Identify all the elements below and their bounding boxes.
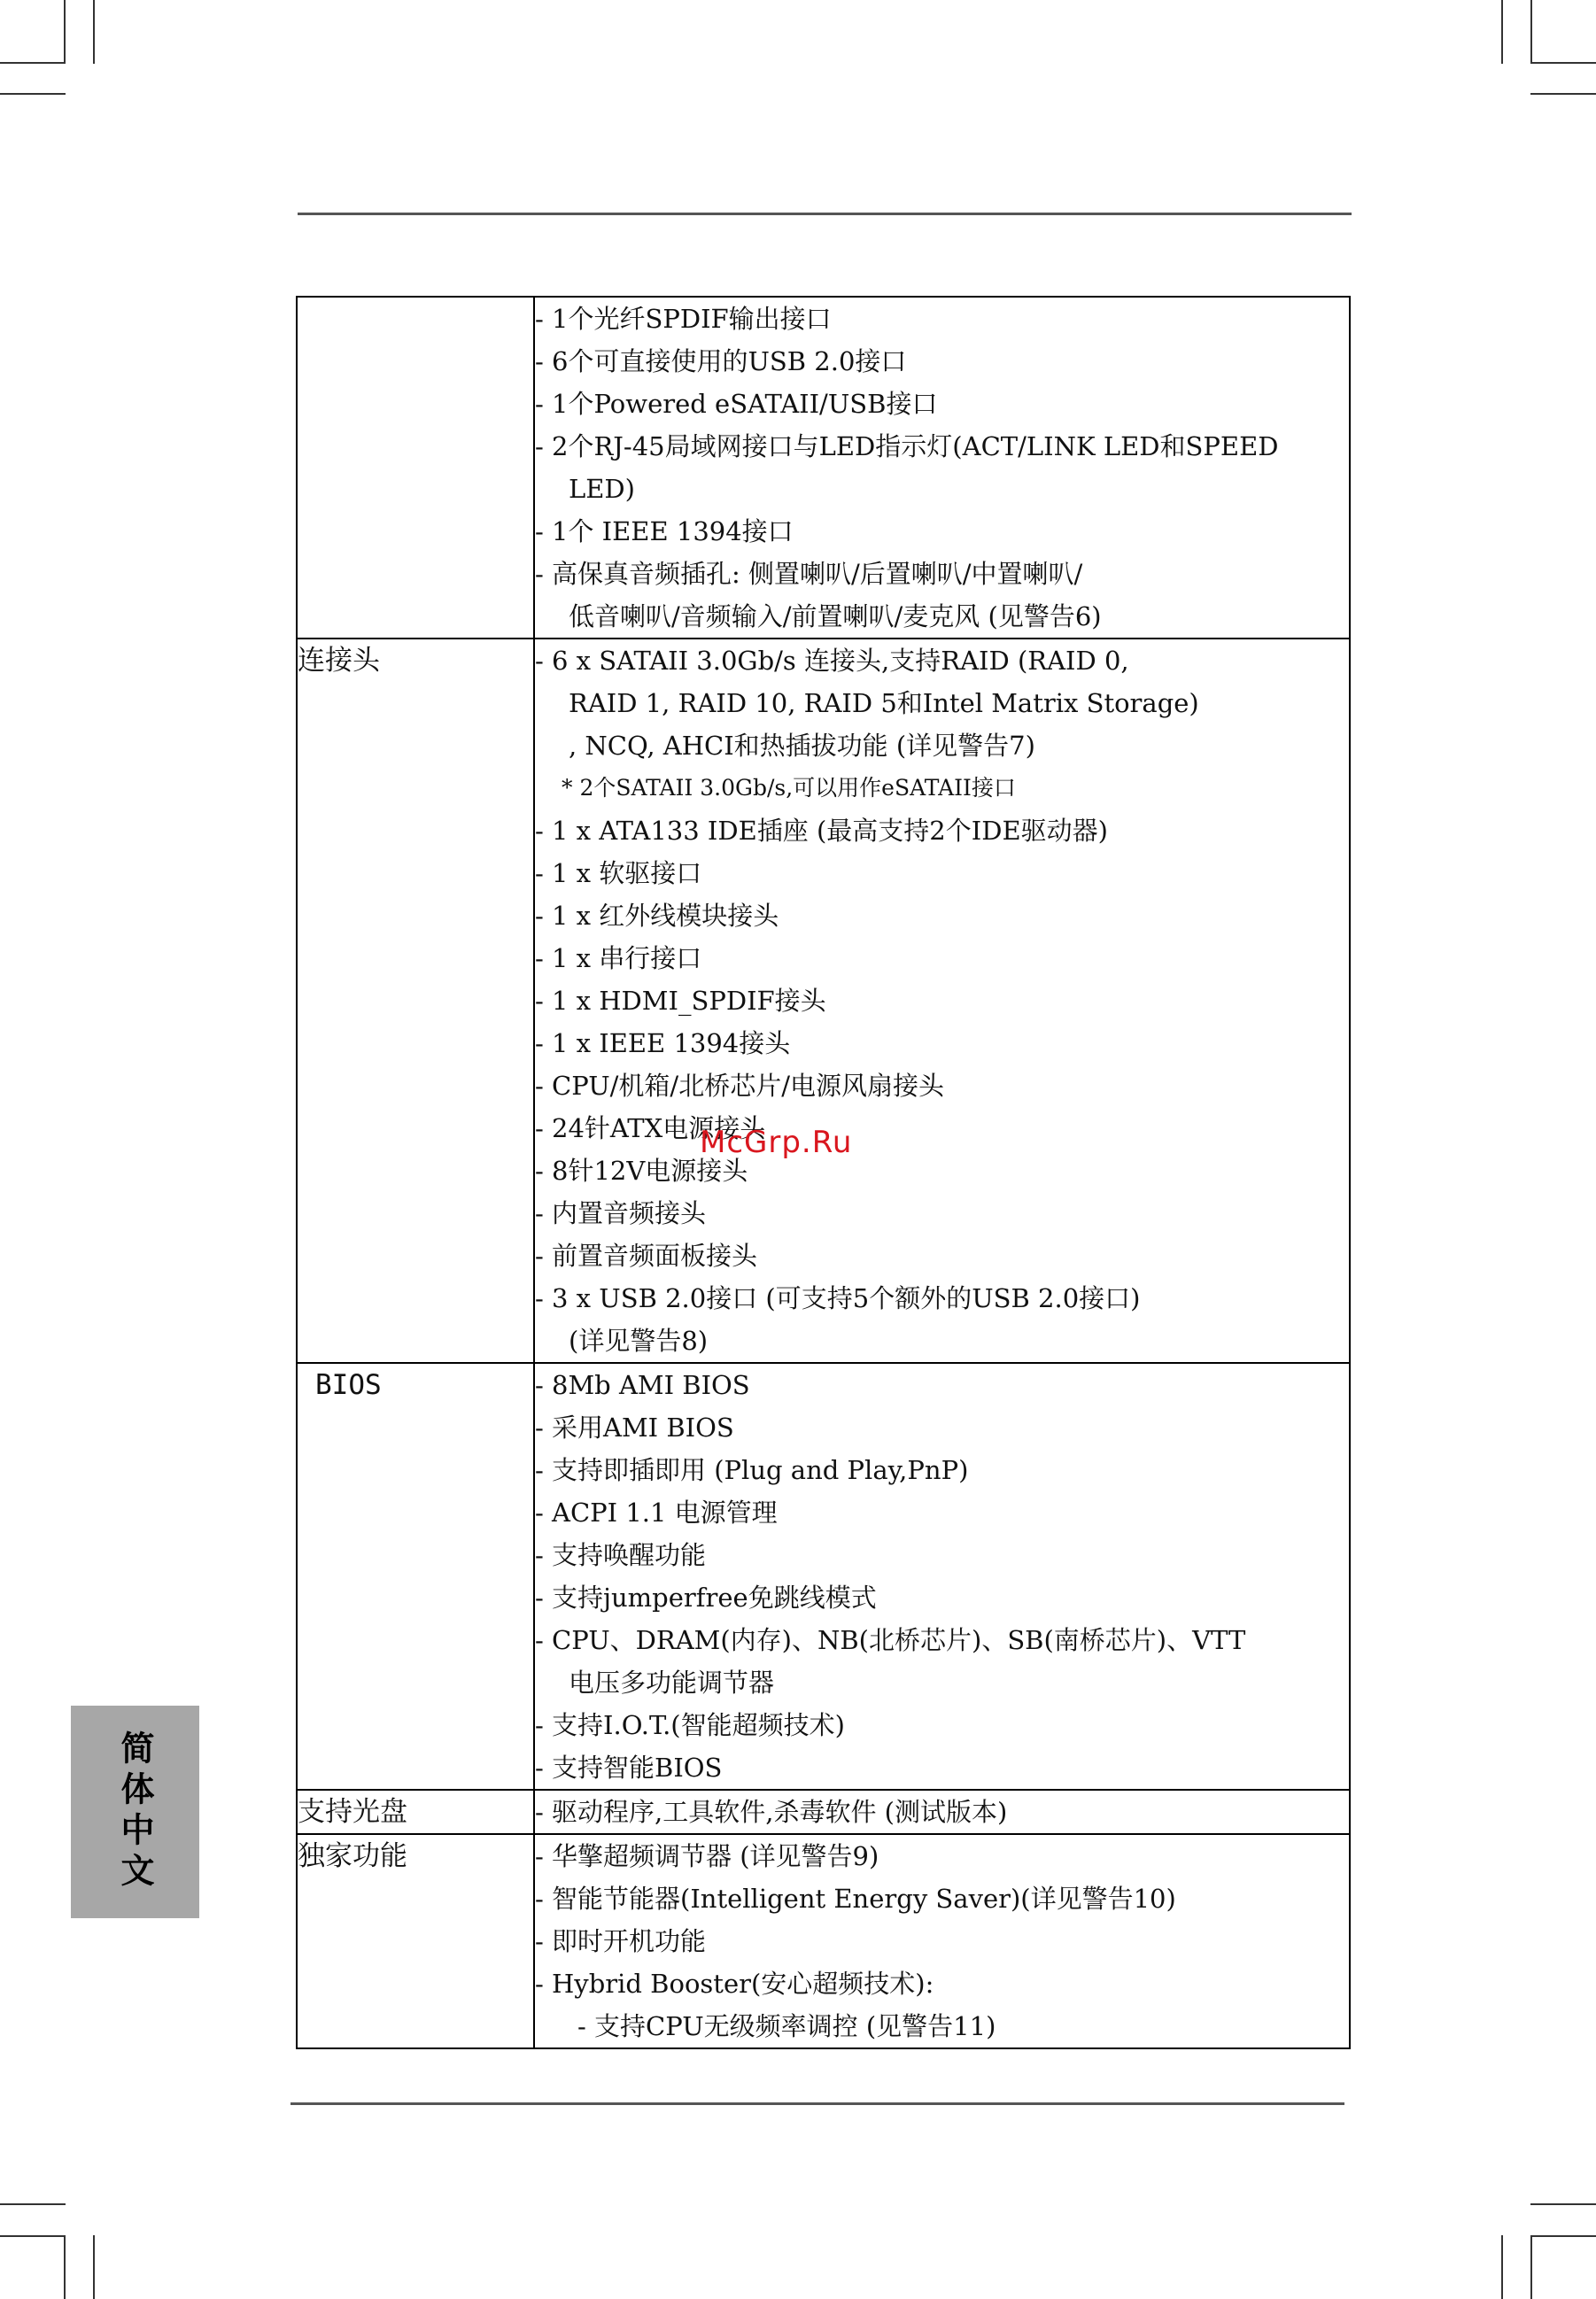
crop-mark [1530, 2203, 1596, 2205]
spec-label: BIOS [297, 1363, 534, 1790]
spec-line: - 1 x 红外线模块接头 [535, 901, 779, 931]
language-tab [71, 1706, 199, 1918]
spec-row [297, 1363, 1350, 1790]
spec-line: - 智能节能器(Intelligent Energy Saver)(详见警告10) [535, 1884, 1176, 1914]
spec-line: - 6个可直接使用的USB 2.0接口 [535, 346, 907, 376]
header-rule [298, 213, 1352, 215]
crop-mark [1501, 2235, 1503, 2299]
crop-mark [0, 62, 66, 64]
spec-line: - 高保真音频插孔: 侧置喇叭/后置喇叭/中置喇叭/ [535, 559, 1083, 589]
crop-mark [64, 2235, 66, 2299]
crop-mark [0, 2203, 66, 2205]
crop-mark [93, 2235, 95, 2299]
spec-line: - 2个RJ-45局域网接口与LED指示灯(ACT/LINK LED和SPEED [535, 431, 1279, 461]
spec-line: - 支持CPU无级频率调控 (见警告11) [577, 2011, 996, 2041]
crop-mark [1530, 93, 1596, 95]
language-tab-label: 简体中文 [115, 1730, 154, 1893]
spec-line: 电压多功能调节器 [569, 1668, 775, 1698]
spec-line: - 24针ATX电源接头 [535, 1113, 766, 1143]
spec-label [297, 297, 534, 639]
watermark: McGrp.Ru [700, 1125, 853, 1160]
spec-content [534, 1834, 1350, 2048]
spec-line: - 1 x HDMI_SPDIF接头 [535, 986, 826, 1016]
crop-mark [1501, 0, 1503, 64]
spec-line: - 支持I.O.T.(智能超频技术) [535, 1710, 845, 1740]
spec-line: - 即时开机功能 [535, 1926, 707, 1956]
spec-line: - 采用AMI BIOS [535, 1413, 734, 1443]
spec-line: - 支持智能BIOS [535, 1753, 723, 1783]
crop-mark [0, 2235, 66, 2237]
spec-content [534, 639, 1350, 1363]
spec-line: - 8Mb AMI BIOS [535, 1370, 750, 1400]
footer-rule [291, 2102, 1344, 2105]
spec-line: - 1个 IEEE 1394接口 [535, 516, 794, 546]
spec-row [297, 297, 1350, 639]
spec-content [534, 1790, 1350, 1834]
spec-line: - 支持唤醒功能 [535, 1540, 707, 1570]
crop-mark [0, 93, 66, 95]
spec-line: - 支持jumperfree免跳线模式 [535, 1583, 877, 1613]
spec-line: LED) [569, 474, 635, 504]
spec-line: - 1 x ATA133 IDE插座 (最高支持2个IDE驱动器) [535, 816, 1108, 846]
spec-line: - 1 x 串行接口 [535, 943, 702, 973]
spec-line: - 8针12V电源接头 [535, 1156, 748, 1186]
spec-row [297, 639, 1350, 1363]
spec-content [534, 1363, 1350, 1790]
spec-line: 低音喇叭/音频输入/前置喇叭/麦克风 (见警告6) [569, 601, 1102, 631]
spec-line: * 2个SATAII 3.0Gb/s,可以用作eSATAII接口 [562, 775, 1016, 801]
spec-line: (详见警告8) [569, 1326, 709, 1356]
spec-line: - 3 x USB 2.0接口 (可支持5个额外的USB 2.0接口) [535, 1283, 1141, 1313]
crop-mark [1530, 2235, 1532, 2299]
spec-line: - 1 x 软驱接口 [535, 858, 702, 888]
crop-mark [1530, 62, 1596, 64]
spec-label: 独家功能 [297, 1834, 534, 2048]
spec-line: - 支持即插即用 (Plug and Play,PnP) [535, 1455, 969, 1485]
spec-line: - ACPI 1.1 电源管理 [535, 1498, 778, 1528]
spec-line: - 1个Powered eSATAII/USB接口 [535, 389, 938, 419]
spec-line: - Hybrid Booster(安心超频技术): [535, 1969, 934, 1999]
spec-content [534, 297, 1350, 639]
spec-label: 连接头 [297, 639, 534, 1363]
crop-mark [93, 0, 95, 64]
spec-line: - CPU/机箱/北桥芯片/电源风扇接头 [535, 1071, 944, 1101]
spec-line: - CPU、DRAM(内存)、NB(北桥芯片)、SB(南桥芯片)、VTT [535, 1625, 1246, 1655]
spec-line: - 前置音频面板接头 [535, 1241, 758, 1271]
spec-line: - 华擎超频调节器 (详见警告9) [535, 1841, 879, 1871]
spec-table [296, 296, 1351, 2049]
crop-mark [64, 0, 66, 64]
spec-line: , NCQ, AHCI和热插拔功能 (详见警告7) [569, 731, 1035, 761]
crop-mark [1530, 0, 1532, 64]
spec-line: - 6 x SATAII 3.0Gb/s 连接头,支持RAID (RAID 0, [535, 646, 1129, 676]
spec-line: - 1个光纤SPDIF输出接口 [535, 304, 832, 334]
spec-line: - 驱动程序,工具软件,杀毒软件 (测试版本) [535, 1797, 1008, 1827]
spec-line: - 1 x IEEE 1394接头 [535, 1028, 791, 1058]
crop-mark [1530, 2235, 1596, 2237]
spec-row [297, 1834, 1350, 2048]
spec-label: 支持光盘 [297, 1790, 534, 1834]
spec-line: RAID 1, RAID 10, RAID 5和Intel Matrix Storage) [569, 688, 1199, 718]
spec-line: - 内置音频接头 [535, 1198, 707, 1228]
spec-row [297, 1790, 1350, 1834]
